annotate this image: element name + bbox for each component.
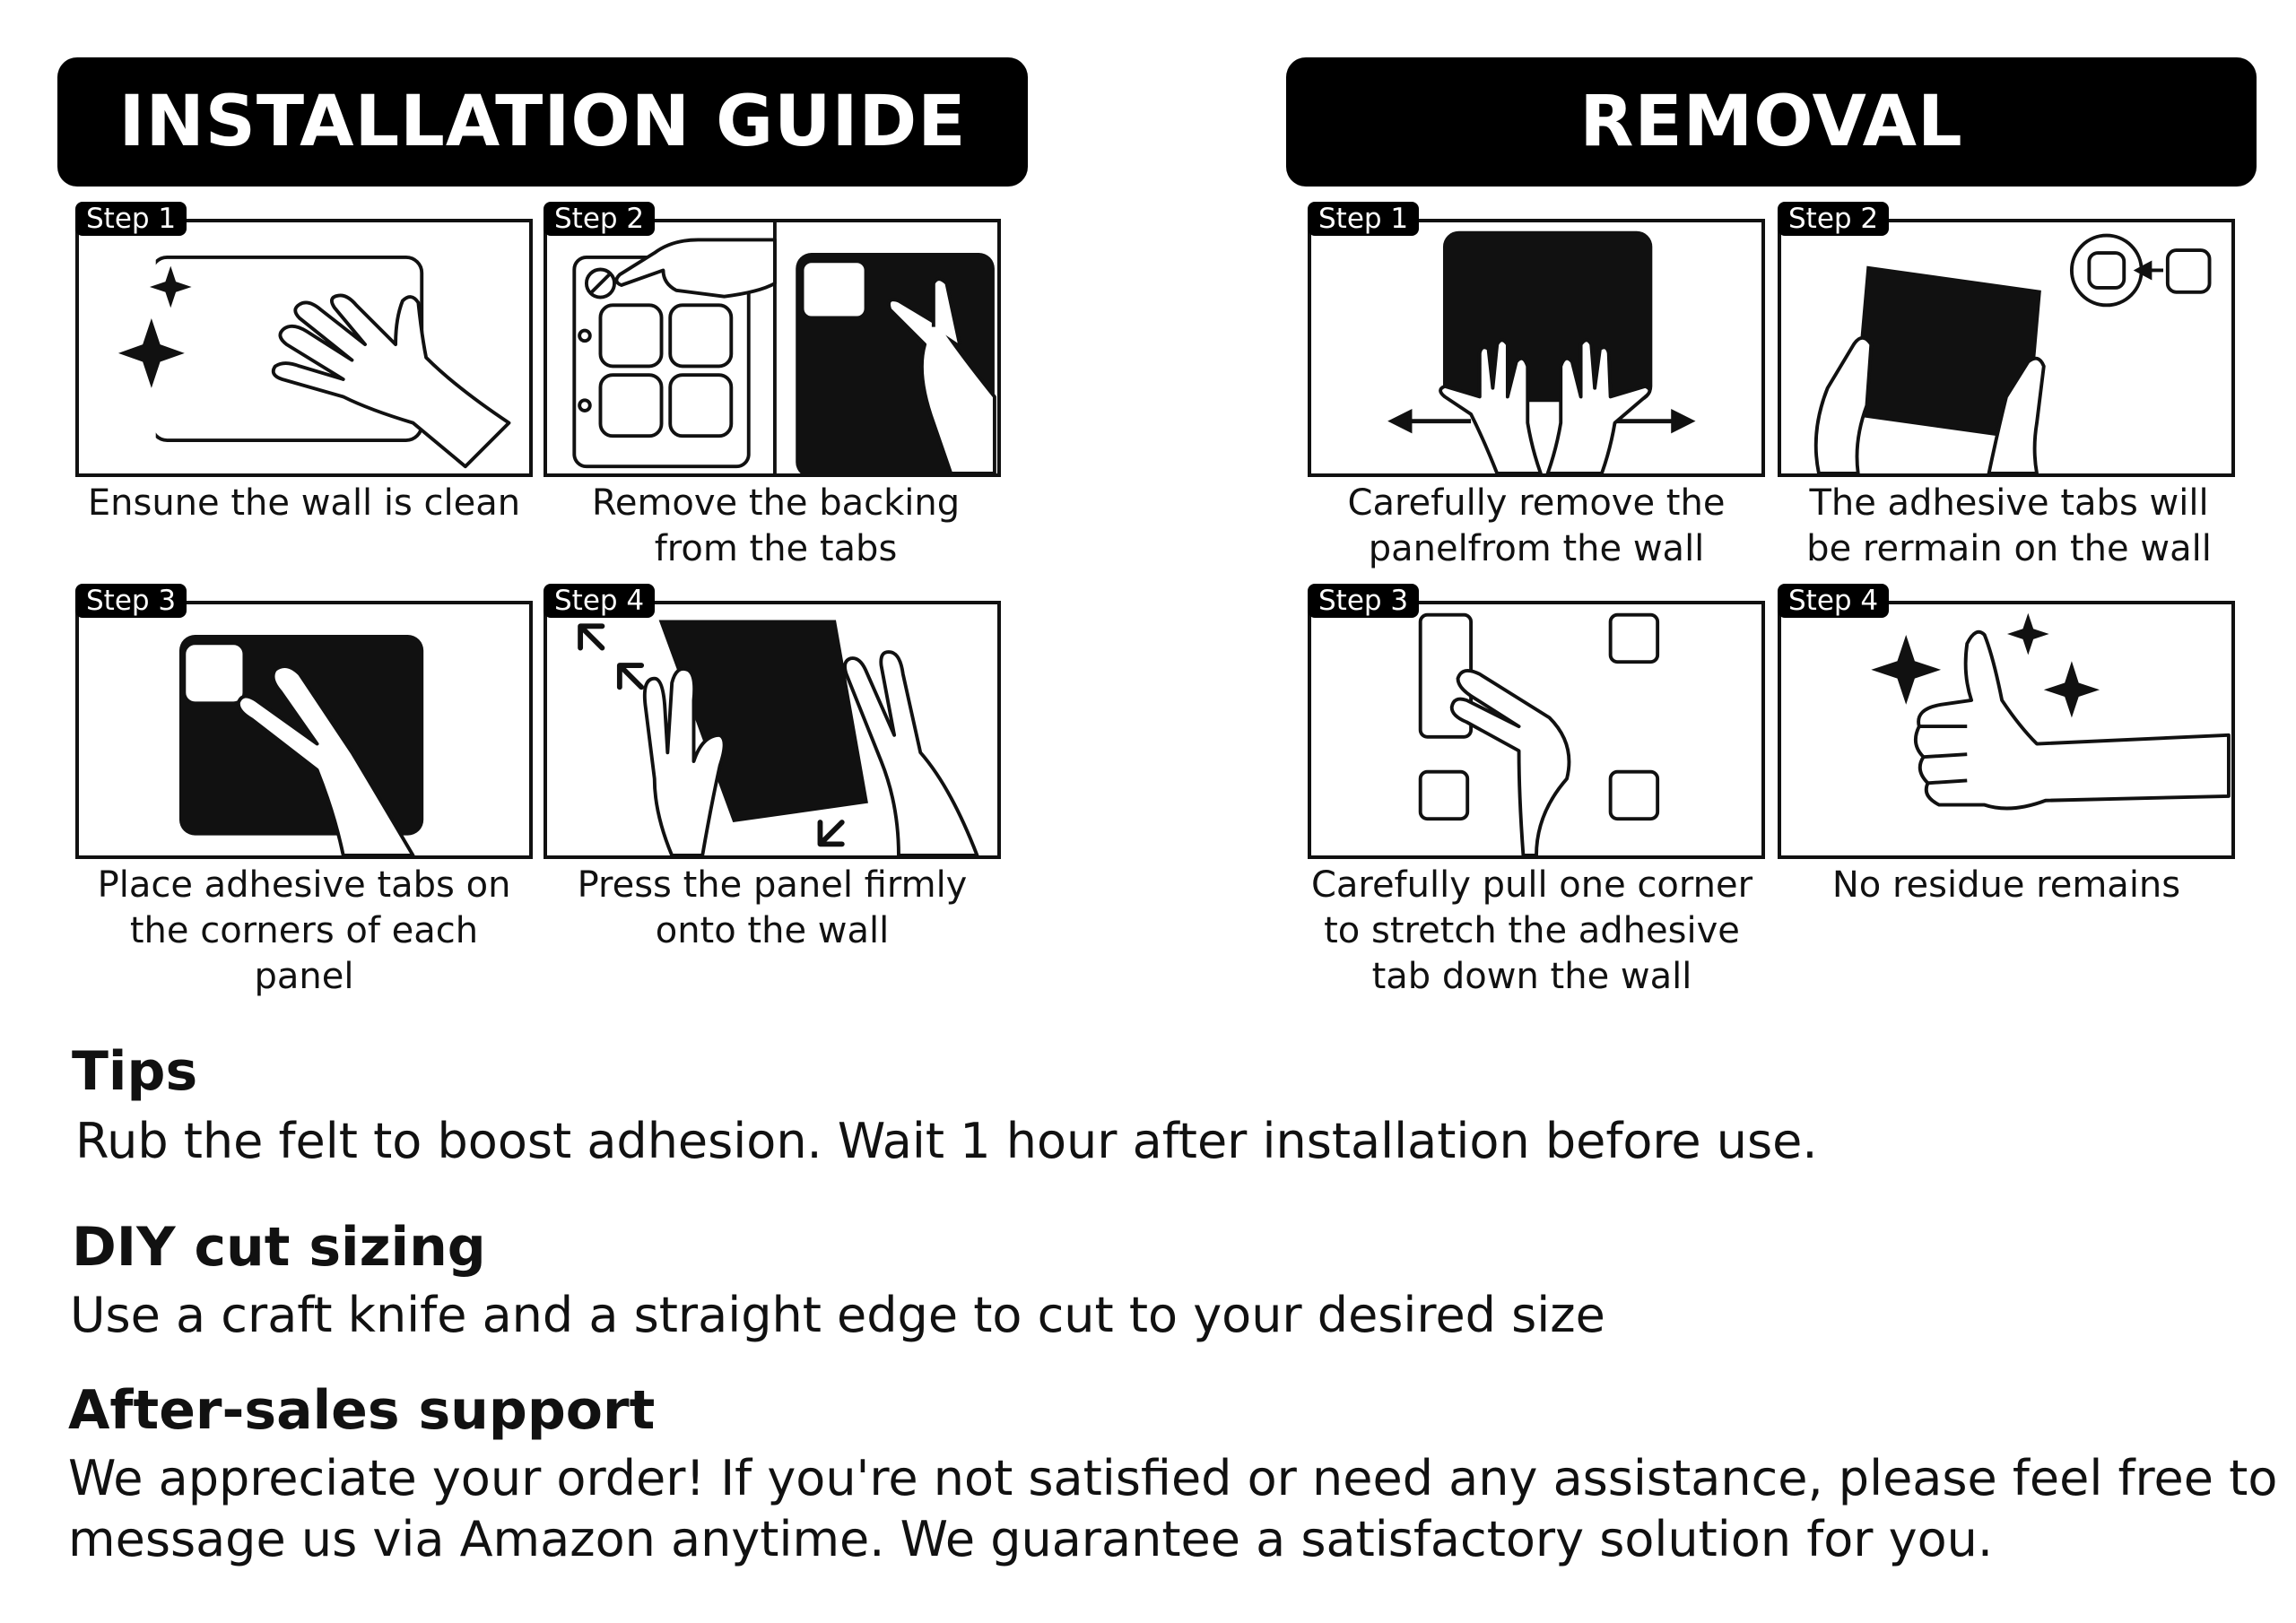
removal-banner: [1286, 57, 2257, 187]
installation-guide-banner: [57, 57, 1028, 187]
diy-heading: DIY cut sizing: [72, 1216, 486, 1279]
stretch-tab-illustration: [1311, 604, 1761, 855]
install-step-2-panel: [544, 219, 1001, 477]
diy-body: Use a craft knife and a straight edge to cut to your desired size: [70, 1287, 1605, 1343]
removal-step-1-panel: [1308, 219, 1765, 477]
removal-step-4-panel: [1778, 601, 2235, 859]
arrow-icon: [1393, 412, 1692, 430]
install-step-1-caption: Ensune the wall is clean: [87, 482, 521, 524]
support-heading: After-sales support: [68, 1379, 656, 1442]
removal-step-3-panel: [1308, 601, 1765, 859]
removal-step-3-caption: Carefully pull one corner to stretch the adhesive tab down the wall: [1310, 864, 1753, 997]
support-body-line-2: message us via Amazon anytime. We guarantee a satisfactory solution for you.: [68, 1511, 1994, 1567]
support-body-line-1: We appreciate your order! If you're not satisfied or need any assistance, please feel free to: [68, 1450, 2278, 1506]
place-tabs-illustration: [79, 604, 529, 855]
removal-title: REMOVAL: [1579, 82, 1963, 162]
tabs-remain-illustration: [1781, 222, 2231, 473]
install-step-3-tag: Step 3: [75, 584, 187, 618]
removal-step-4-caption: No residue remains: [1831, 864, 2181, 906]
clean-wall-illustration: [79, 222, 529, 473]
install-step-1-panel: [75, 219, 533, 477]
install-step-4-caption: Press the panel firmly onto the wall: [577, 864, 968, 951]
remove-panel-illustration: [1311, 222, 1761, 473]
install-step-2-caption: Remove the backing from the tabs: [591, 482, 961, 569]
thumbs-up-icon: [1916, 632, 2229, 809]
remove-backing-illustration: [547, 222, 997, 473]
removal-step-4-tag: Step 4: [1778, 584, 1889, 618]
install-step-4-tag: Step 4: [544, 584, 655, 618]
install-step-2-tag: Step 2: [544, 202, 655, 236]
press-panel-illustration: [547, 604, 997, 855]
removal-step-2-panel: [1778, 219, 2235, 477]
removal-step-2-tag: Step 2: [1778, 202, 1889, 236]
removal-step-1-caption: Carefully remove the panelfrom the wall: [1347, 482, 1726, 569]
install-step-3-panel: [75, 601, 533, 859]
install-step-4-panel: [544, 601, 1001, 859]
tips-heading: Tips: [72, 1040, 198, 1103]
removal-step-1-tag: Step 1: [1308, 202, 1419, 236]
tips-body: Rub the felt to boost adhesion. Wait 1 hour after installation before use.: [75, 1113, 1818, 1169]
removal-step-3-tag: Step 3: [1308, 584, 1419, 618]
install-step-1-tag: Step 1: [75, 202, 187, 236]
removal-step-2-caption: The adhesive tabs will be rermain on the wall: [1806, 482, 2212, 569]
no-residue-illustration: [1781, 604, 2231, 855]
installation-guide-title: INSTALLATION GUIDE: [118, 82, 967, 162]
install-step-3-caption: Place adhesive tabs on the corners of each panel: [97, 864, 511, 997]
